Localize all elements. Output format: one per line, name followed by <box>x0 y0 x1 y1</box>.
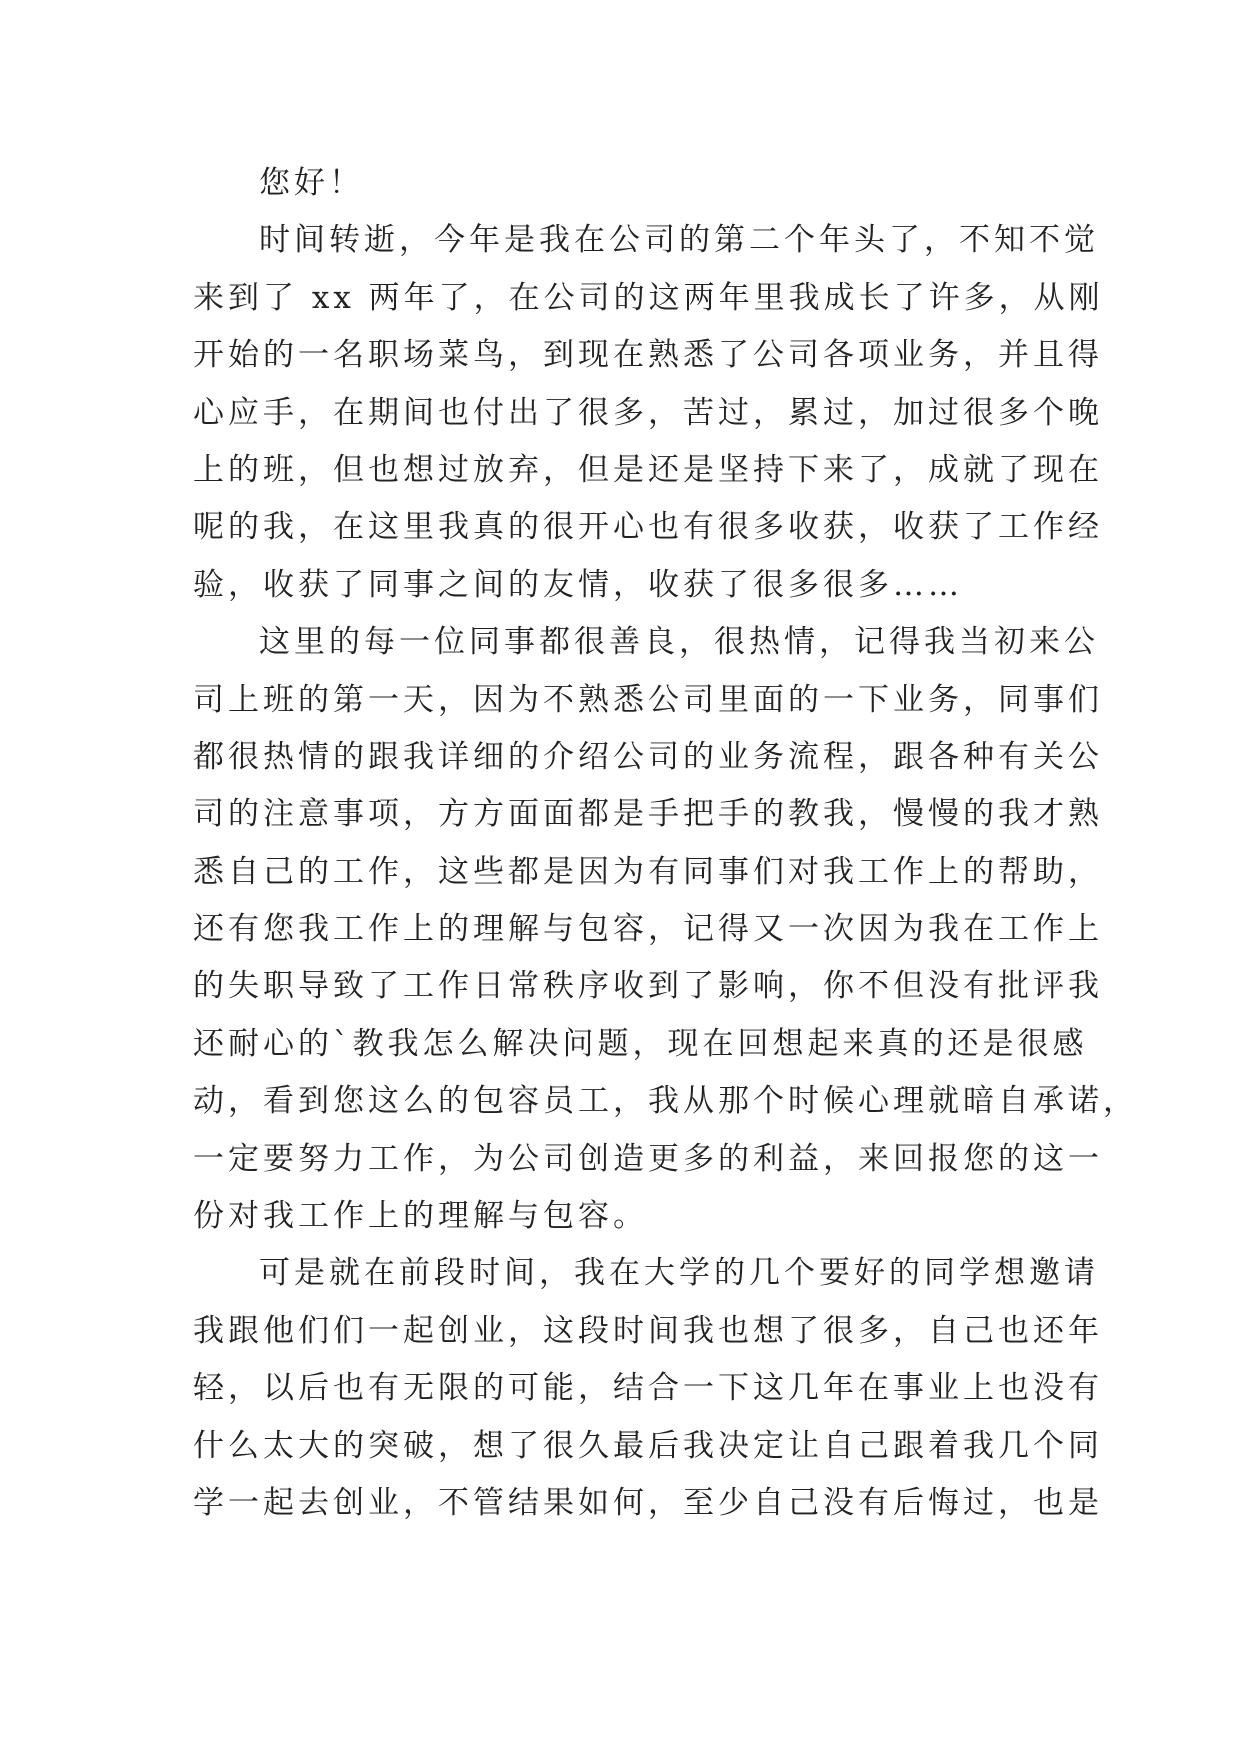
paragraph-2-line-11: 份对我工作上的理解与包容。 <box>193 1198 648 1235</box>
paragraph-3-line-5: 学一起去创业，不管结果如何，至少自己没有后悔过，也是 <box>193 1484 1103 1521</box>
paragraph-1-line-4: 心应手，在期间也付出了很多，苦过，累过，加过很多个晚 <box>193 394 1103 431</box>
greeting-line: 您好！ <box>259 165 364 201</box>
paragraph-3-line-3: 轻，以后也有无限的可能，结合一下这几年在事业上也没有 <box>193 1370 1103 1407</box>
paragraph-2-line-9: 动，看到您这么的包容员工，我从那个时候心理就暗自承诺， <box>193 1083 1138 1120</box>
paragraph-2-line-7: 的失职导致了工作日常秩序收到了影响，你不但没有批评我 <box>193 968 1103 1005</box>
paragraph-2-line-3: 都很热情的跟我详细的介绍公司的业务流程，跟各种有关公 <box>193 738 1103 775</box>
paragraph-2-line-1: 这里的每一位同事都很善良，很热情，记得我当初来公 <box>259 624 1099 661</box>
paragraph-1-line-6: 呢的我，在这里我真的很开心也有很多收获，收获了工作经 <box>193 509 1103 546</box>
paragraph-2-line-4: 司的注意事项，方方面面都是手把手的教我，慢慢的我才熟 <box>193 796 1103 833</box>
paragraph-1-line-2: 来到了 xx 两年了，在公司的这两年里我成长了许多，从刚 <box>193 279 1104 316</box>
paragraph-2-line-10: 一定要努力工作，为公司创造更多的利益，来回报您的这一 <box>193 1140 1103 1177</box>
paragraph-1-line-3: 开始的一名职场菜鸟，到现在熟悉了公司各项业务，并且得 <box>193 337 1103 374</box>
paragraph-1-line-5: 上的班，但也想过放弃，但是还是坚持下来了，成就了现在 <box>193 451 1103 488</box>
paragraph-3-line-2: 我跟他们们一起创业，这段时间我也想了很多，自己也还年 <box>193 1312 1103 1349</box>
letter-body <box>193 155 1138 1532</box>
paragraph-1-line-1: 时间转逝，今年是我在公司的第二个年头了，不知不觉 <box>259 222 1099 259</box>
paragraph-2-line-5: 悉自己的工作，这些都是因为有同事们对我工作上的帮助， <box>193 853 1103 890</box>
paragraph-3-line-1: 可是就在前段时间，我在大学的几个要好的同学想邀请 <box>259 1255 1099 1292</box>
paragraph-2-line-8: 还耐心的`教我怎么解决问题，现在回想起来真的还是很感 <box>193 1025 1088 1062</box>
paragraph-2-line-2: 司上班的第一天，因为不熟悉公司里面的一下业务，同事们 <box>193 681 1103 718</box>
paragraph-3-line-4: 什么太大的突破，想了很久最后我决定让自己跟着我几个同 <box>193 1427 1103 1464</box>
paragraph-2-line-6: 还有您我工作上的理解与包容，记得又一次因为我在工作上 <box>193 911 1103 948</box>
paragraph-1-line-7: 验，收获了同事之间的友情，收获了很多很多…… <box>193 566 963 603</box>
